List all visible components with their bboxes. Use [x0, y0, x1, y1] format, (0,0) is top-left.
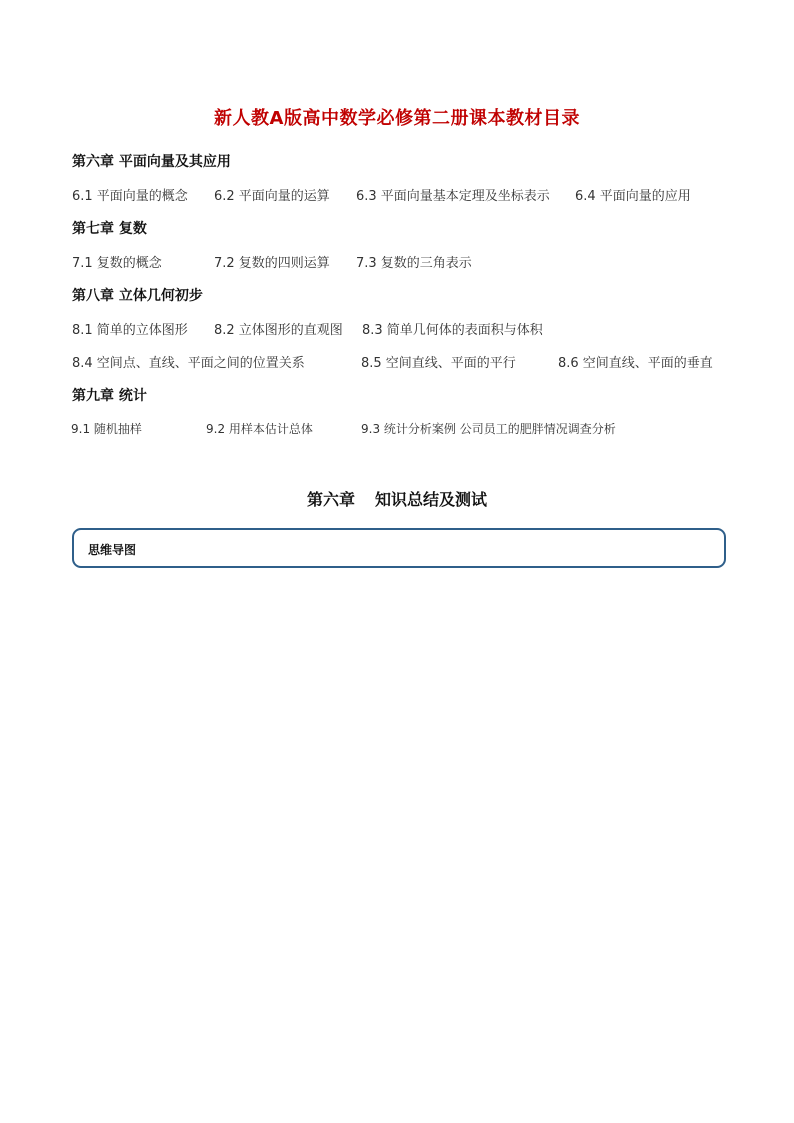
section-item: 7.2 复数的四则运算 — [214, 256, 330, 271]
mindmap-section-box — [72, 528, 726, 568]
chapter-heading-7: 第七章 复数 — [72, 221, 147, 237]
section-item: 8.4 空间点、直线、平面之间的位置关系 — [72, 356, 305, 371]
chapter-heading-8: 第八章 立体几何初步 — [72, 288, 203, 304]
section-item: 8.6 空间直线、平面的垂直 — [558, 356, 713, 371]
document-title: 新人教A版高中数学必修第二册课本教材目录 — [214, 108, 580, 129]
section-item: 6.1 平面向量的概念 — [72, 189, 188, 204]
section-item: 9.2 用样本估计总体 — [206, 422, 313, 436]
mindmap-label: 思维导图 — [88, 543, 137, 557]
section-item: 7.1 复数的概念 — [72, 256, 162, 271]
section-item: 9.3 统计分析案例 公司员工的肥胖情况调查分析 — [361, 422, 616, 436]
chapter-8-sections-row-1 — [72, 319, 732, 339]
chapter-6-sections — [72, 185, 732, 205]
chapter-8-sections-row-2 — [72, 352, 732, 372]
summary-heading — [0, 487, 794, 510]
summary-title-text: 知识总结及测试 — [375, 490, 488, 509]
section-item: 6.3 平面向量基本定理及坐标表示 — [356, 189, 550, 204]
section-item: 6.4 平面向量的应用 — [575, 189, 691, 204]
section-item: 8.2 立体图形的直观图 — [214, 323, 343, 338]
chapter-9-sections — [71, 420, 731, 440]
chapter-7-sections — [72, 252, 732, 272]
section-item: 9.1 随机抽样 — [71, 422, 142, 436]
chapter-heading-9: 第九章 统计 — [72, 388, 147, 404]
section-item: 6.2 平面向量的运算 — [214, 189, 330, 204]
section-item: 8.5 空间直线、平面的平行 — [361, 356, 516, 371]
chapter-heading-6: 第六章 平面向量及其应用 — [72, 154, 231, 170]
section-item: 8.3 简单几何体的表面积与体积 — [362, 323, 543, 338]
section-item: 8.1 简单的立体图形 — [72, 323, 188, 338]
summary-chapter: 第六章 — [306, 490, 355, 509]
section-item: 7.3 复数的三角表示 — [356, 256, 472, 271]
